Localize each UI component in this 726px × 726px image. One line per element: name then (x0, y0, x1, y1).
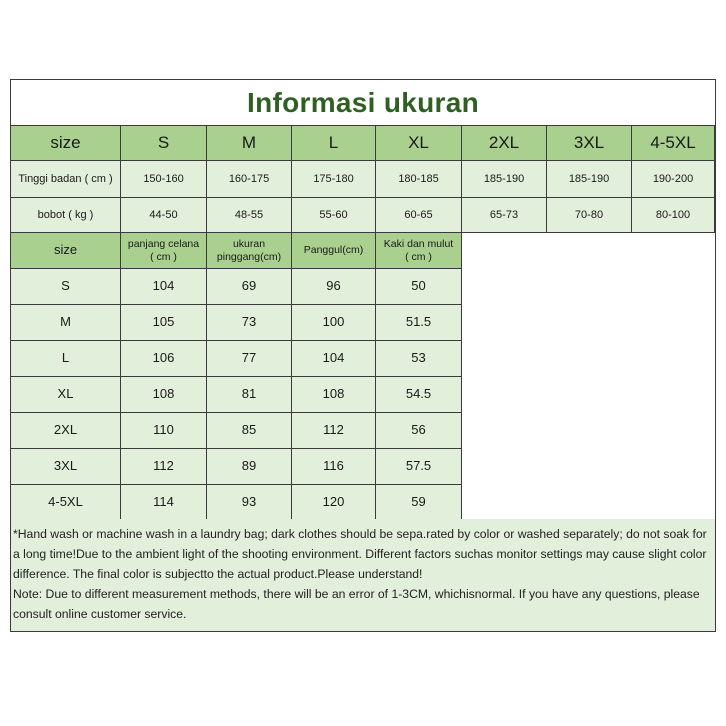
row-label: bobot ( kg ) (11, 198, 121, 233)
measure-value-cell: 100 (292, 305, 376, 341)
size-column-header: L (292, 126, 376, 161)
measure-value-cell: 85 (207, 413, 292, 449)
measure-column-header: panjang celana ( cm ) (121, 233, 207, 269)
size-range-cell: 190-200 (632, 161, 715, 198)
measure-value-cell: 51.5 (376, 305, 462, 341)
measure-value-cell: 93 (207, 485, 292, 521)
size-header-label: size (11, 126, 121, 161)
measure-size-label: 4-5XL (11, 485, 121, 521)
measure-value-cell: 105 (121, 305, 207, 341)
measure-value-cell: 56 (376, 413, 462, 449)
measure-value-cell: 54.5 (376, 377, 462, 413)
size-range-cell: 70-80 (547, 198, 632, 233)
measure-value-cell: 81 (207, 377, 292, 413)
size-range-cell: 150-160 (121, 161, 207, 198)
care-note: *Hand wash or machine wash in a laundry bag; dark clothes should be sepa.rated by color or washed separately; do not soak for a long time!Due to the ambient light of the shooting environment. Different factors suchas monitor settings may cause slight color difference. The final color is subjectto the actual product.Please understand! (13, 527, 707, 581)
size-range-cell: 185-190 (462, 161, 547, 198)
measure-value-cell: 112 (121, 449, 207, 485)
measure-value-cell: 53 (376, 341, 462, 377)
size-range-cell: 180-185 (376, 161, 462, 198)
measure-value-cell: 106 (121, 341, 207, 377)
measure-value-cell: 108 (121, 377, 207, 413)
measure-column-header: Panggul(cm) (292, 233, 376, 269)
measure-size-label: XL (11, 377, 121, 413)
size-range-cell: 55-60 (292, 198, 376, 233)
measure-value-cell: 89 (207, 449, 292, 485)
size-column-header: S (121, 126, 207, 161)
size-range-cell: 175-180 (292, 161, 376, 198)
measure-column-header: Kaki dan mulut ( cm ) (376, 233, 462, 269)
measure-column-header: size (11, 233, 121, 269)
size-column-header: M (207, 126, 292, 161)
measure-value-cell: 73 (207, 305, 292, 341)
size-column-header: XL (376, 126, 462, 161)
size-chart (10, 79, 716, 632)
size-range-cell: 44-50 (121, 198, 207, 233)
measure-column-header: ukuran pinggang(cm) (207, 233, 292, 269)
care-notes (11, 519, 715, 631)
measure-value-cell: 57.5 (376, 449, 462, 485)
measure-size-label: S (11, 269, 121, 305)
size-range-cell: 65-73 (462, 198, 547, 233)
measure-value-cell: 104 (292, 341, 376, 377)
measure-size-label: M (11, 305, 121, 341)
size-range-cell: 80-100 (632, 198, 715, 233)
measure-value-cell: 114 (121, 485, 207, 521)
chart-title: Informasi ukuran (11, 80, 715, 126)
measure-value-cell: 96 (292, 269, 376, 305)
size-column-header: 3XL (547, 126, 632, 161)
size-column-header: 4-5XL (632, 126, 715, 161)
measure-value-cell: 112 (292, 413, 376, 449)
measurement-note: Note: Due to different measurement methods, there will be an error of 1-3CM, whichisnormal. If you have any questions, please consult online customer service. (13, 587, 700, 621)
row-label: Tinggi badan ( cm ) (11, 161, 121, 198)
measure-size-label: 2XL (11, 413, 121, 449)
measure-size-label: 3XL (11, 449, 121, 485)
size-range-cell: 160-175 (207, 161, 292, 198)
measure-value-cell: 50 (376, 269, 462, 305)
measure-value-cell: 120 (292, 485, 376, 521)
size-range-cell: 48-55 (207, 198, 292, 233)
size-range-cell: 60-65 (376, 198, 462, 233)
measure-value-cell: 59 (376, 485, 462, 521)
measure-value-cell: 116 (292, 449, 376, 485)
measure-value-cell: 77 (207, 341, 292, 377)
measure-value-cell: 104 (121, 269, 207, 305)
measure-value-cell: 69 (207, 269, 292, 305)
size-range-cell: 185-190 (547, 161, 632, 198)
measure-value-cell: 110 (121, 413, 207, 449)
size-column-header: 2XL (462, 126, 547, 161)
measure-size-label: L (11, 341, 121, 377)
measure-value-cell: 108 (292, 377, 376, 413)
